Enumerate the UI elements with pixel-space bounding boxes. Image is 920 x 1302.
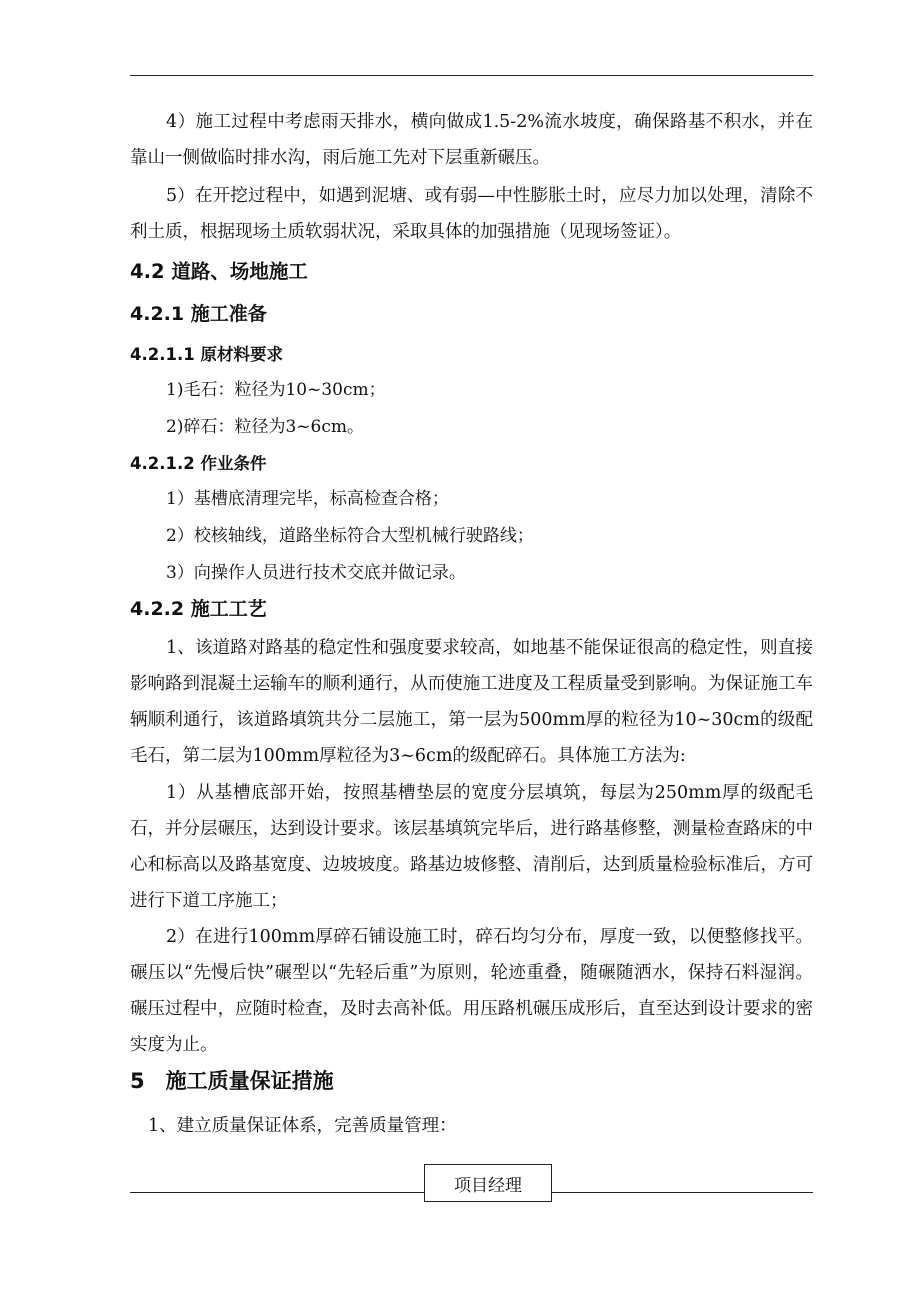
heading-4-2: 4.2 道路、场地施工 bbox=[130, 260, 308, 283]
header-rule bbox=[130, 75, 813, 76]
quality-item-1: 1、建立质量保证体系，完善质量管理： bbox=[148, 1116, 457, 1136]
heading-4-2-2: 4.2.2 施工工艺 bbox=[130, 598, 267, 620]
paragraph-soft-soil: 5）在开挖过程中，如遇到泥塘、或有弱—中性膨胀土时，应尽力加以处理，清除不利土质，根据现场土质软弱状况，采取具体的加强措施（见现场签证）。 bbox=[130, 186, 813, 242]
heading-4-2-1-2: 4.2.1.2 作业条件 bbox=[130, 454, 267, 473]
footer-label: 项目经理 bbox=[454, 1175, 522, 1196]
paragraph-process-step-1: 1）从基槽底部开始，按照基槽垫层的宽度分层填筑，每层为250mm厚的级配毛石，并分层碾压，达到设计要求。该层基填筑完毕后，进行路基修整，测量检查路床的中心和标高以及路基宽度、边坡坡度。路基边坡修整、清削后，达到质量检验标准后，方可进行下道工序施工； bbox=[130, 783, 813, 911]
condition-item-1: 1）基槽底清理完毕，标高检查合格； bbox=[166, 489, 449, 509]
heading-4-2-1-1: 4.2.1.1 原材料要求 bbox=[130, 345, 283, 364]
heading-4-2-1: 4.2.1 施工准备 bbox=[130, 303, 267, 325]
paragraph-process-intro: 1、该道路对路基的稳定性和强度要求较高，如地基不能保证很高的稳定性，则直接影响路到混凝土运输车的顺利通行，从而使施工进度及工程质量受到影响。为保证施工车辆顺利通行，该道路填筑共分二层施工，第一层为500mm厚的粒径为10~30cm的级配毛石，第二层为100mm厚粒径为3~6cm的级配碎石。具体施工方法为: bbox=[130, 638, 813, 766]
paragraph-process-step-2: 2）在进行100mm厚碎石铺设施工时，碎石均匀分布，厚度一致，以便整修找平。碾压以“先慢后快”碾型以“先轻后重”为原则，轮迹重叠，随碾随洒水，保持石料湿润。碾压过程中，应随时检查，及时去高补低。用压路机碾压成形后，直至达到设计要求的密实度为止。 bbox=[130, 927, 813, 1055]
material-item-1: 1)毛石：粒径为10~30cm； bbox=[166, 380, 386, 400]
paragraph-drainage: 4）施工过程中考虑雨天排水，横向做成1.5-2%流水坡度，确保路基不积水，并在靠山一侧做临时排水沟，雨后施工先对下层重新碾压。 bbox=[130, 112, 813, 168]
condition-item-3: 3）向操作人员进行技术交底并做记录。 bbox=[166, 563, 466, 583]
heading-5: 5 施工质量保证措施 bbox=[130, 1069, 334, 1093]
footer-label-box bbox=[424, 1164, 552, 1202]
condition-item-2: 2）校核轴线，道路坐标符合大型机械行驶路线； bbox=[166, 526, 534, 546]
material-item-2: 2)碎石：粒径为3~6cm。 bbox=[166, 417, 364, 437]
